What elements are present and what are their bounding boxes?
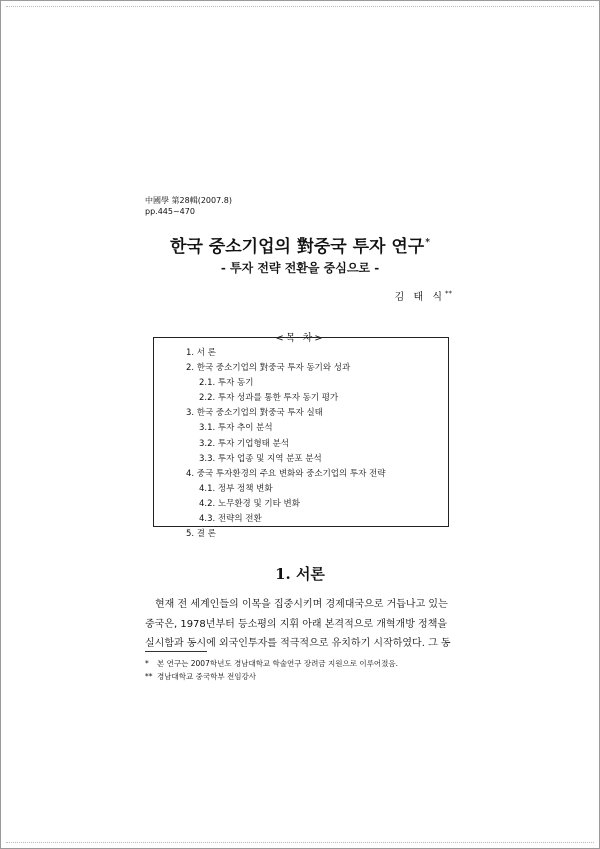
author-name: 김 태 식: [394, 292, 445, 303]
toc-subitem: 3.3. 투자 업종 및 지역 분포 분석: [199, 453, 322, 464]
journal-info: [145, 195, 232, 217]
toc-item: 1. 서 론: [186, 348, 216, 358]
footnote-text: 본 연구는 2007학년도 경남대학교 학술연구 장려금 지원으로 이루어졌음.: [157, 659, 399, 668]
toc-heading: <목 차>: [275, 333, 325, 344]
toc-subitem: 4.3. 전략의 전환: [199, 514, 262, 525]
body-line: 현재 전 세계인들의 이목을 집중시키며 경제대국으로 거듭나고 있는: [155, 599, 448, 610]
toc-subitem: 3.2. 투자 기업형태 분석: [199, 438, 290, 449]
toc-item: 2. 한국 중소기업의 對중국 투자 동기와 성과: [186, 363, 351, 374]
paper-title-line: [0, 232, 600, 257]
toc-item: 4. 중국 투자환경의 주요 변화와 중소기업의 투자 전략: [186, 468, 386, 479]
footnote-text: 경남대학교 중국학부 전임강사: [157, 672, 256, 681]
toc-item: 5. 결 론: [186, 529, 216, 540]
paper-title: 한국 중소기업의 對중국 투자 연구: [170, 237, 425, 257]
section-heading: 1. 서론: [275, 565, 325, 583]
toc-subitem: 2.2. 투자 성과를 통한 투자 동기 평가: [199, 393, 339, 404]
journal-issue: 中國學 第28輯(2007.8): [145, 196, 232, 205]
footnote: [145, 670, 398, 683]
author-footnote-mark: **: [445, 289, 452, 298]
toc-subitem: 2.1. 투자 동기: [199, 378, 254, 389]
top-dotted-border: [6, 6, 594, 7]
toc-subitem: 4.1. 정부 정책 변화: [199, 483, 273, 494]
title-footnote-mark: *: [425, 238, 430, 249]
journal-pages: pp.445~470: [145, 207, 195, 216]
footnote-mark: **: [145, 672, 153, 681]
table-of-contents: [186, 346, 385, 542]
body-line: 실시함과 동시에 외국인투자를 적극적으로 유치하기 시작하였다. 그 동: [145, 638, 451, 649]
body-line: 중국은, 1978년부터 등소평의 지휘 아래 본격적으로 개혁개방 정책을: [145, 618, 448, 630]
toc-subitem: 4.2. 노무환경 및 기타 변화: [199, 498, 300, 509]
footnote-divider: [145, 651, 207, 652]
author-line: [395, 288, 452, 303]
footnote-mark: *: [145, 659, 149, 668]
footnotes: [145, 657, 398, 683]
toc-subitem: 3.1. 투자 추이 분석: [199, 423, 273, 434]
paper-subtitle: - 투자 전략 전환을 중심으로 -: [220, 261, 380, 275]
bottom-dotted-border: [6, 842, 594, 843]
toc-item: 3. 한국 중소기업의 對중국 투자 실태: [186, 408, 323, 419]
body-paragraph: [145, 595, 457, 654]
footnote: [145, 657, 398, 670]
